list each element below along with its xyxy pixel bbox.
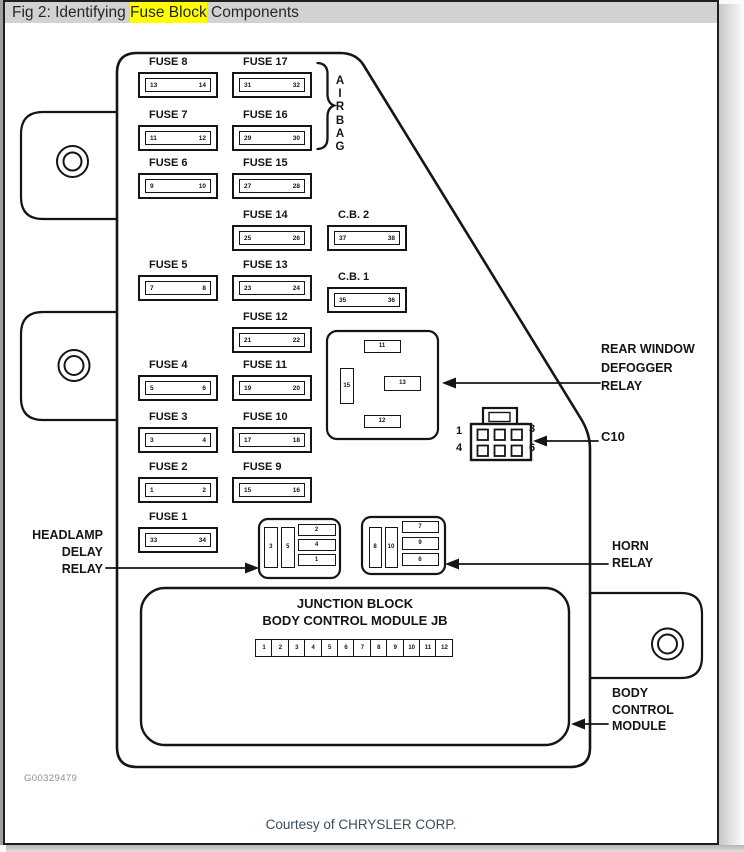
- fuse-body: [232, 327, 312, 353]
- jb-terminal: 4: [304, 639, 322, 657]
- horn-relay-cavity-10: 10: [385, 527, 398, 568]
- fuse-slot: [145, 179, 211, 193]
- pin-number-left: 29: [244, 134, 252, 142]
- fuse-label: FUSE 3: [149, 411, 188, 423]
- c10-pin-label-1: 1: [456, 425, 463, 437]
- fuse-16: [232, 109, 312, 151]
- pin-number-left: 31: [244, 81, 252, 89]
- fuse-slot: [239, 231, 305, 245]
- fuse-body: [138, 427, 218, 453]
- defogger-relay-cavity-12: 12: [364, 415, 401, 428]
- horn-relay-cavity-7: 7: [402, 521, 439, 533]
- pin-number-left: 27: [244, 182, 252, 190]
- pin-number-right: 10: [198, 182, 206, 190]
- pin-number-left: 15: [244, 486, 252, 494]
- fuse-10: [232, 411, 312, 453]
- jb-terminal: 10: [403, 639, 421, 657]
- airbag-group-label: A I R B A G: [335, 75, 345, 154]
- fuse-slot: [145, 281, 211, 295]
- fuse-14: [232, 209, 312, 251]
- fuse-slot: [145, 433, 211, 447]
- fuse-15: [232, 157, 312, 199]
- fuse-body: [232, 375, 312, 401]
- junction-block-subtitle: BODY CONTROL MODULE JB: [262, 613, 448, 628]
- fuse-label: FUSE 16: [243, 109, 288, 121]
- fuse-slot: [239, 483, 305, 497]
- fuse-2: [138, 461, 218, 503]
- fuse-12: [232, 311, 312, 353]
- jb-terminal: 8: [370, 639, 388, 657]
- pin-number-right: 2: [202, 486, 206, 494]
- c10-label: C10: [601, 429, 625, 444]
- pin-number-right: 12: [198, 134, 206, 142]
- pin-number-right: 38: [387, 234, 395, 242]
- pin-number-left: 19: [244, 384, 252, 392]
- horn-relay-cavity-9: 9: [402, 537, 439, 550]
- pin-number-right: 18: [292, 436, 300, 444]
- pin-number-left: 37: [339, 234, 347, 242]
- fuse-body: [138, 375, 218, 401]
- jb-terminal: 5: [321, 639, 339, 657]
- figure-title-prefix: Fig 2: Identifying: [12, 4, 131, 21]
- jb-terminal: 2: [271, 639, 289, 657]
- pin-number-right: 20: [292, 384, 300, 392]
- headlamp-relay-cavity-1: 1: [298, 554, 336, 567]
- circuit-breaker-1: [327, 271, 407, 313]
- pin-number-right: 26: [292, 234, 300, 242]
- fuse-body: [232, 427, 312, 453]
- fuse-slot: [145, 381, 211, 395]
- headlamp-relay-cavity-3: 3: [264, 527, 278, 568]
- headlamp-delay-relay-label: HEADLAMP DELAY RELAY: [32, 528, 103, 576]
- figure-title-highlight: Fuse Block: [130, 4, 207, 21]
- c10-pin-label-3: 3: [529, 423, 536, 435]
- courtesy-line: Courtesy of CHRYSLER CORP.: [265, 817, 457, 832]
- fuse-body: [138, 527, 218, 553]
- jb-terminal: 1: [255, 639, 273, 657]
- pin-number-right: 28: [292, 182, 300, 190]
- fuse-5: [138, 259, 218, 301]
- jb-terminal: 9: [386, 639, 404, 657]
- body-control-module-label: BODY CONTROL MODULE: [612, 686, 674, 733]
- pin-number-right: 36: [387, 296, 395, 304]
- fuse-label: FUSE 5: [149, 259, 188, 271]
- pin-number-right: 30: [292, 134, 300, 142]
- fuse-body: [138, 72, 218, 98]
- rear-defogger-relay-label: REAR WINDOW DEFOGGER RELAY: [601, 342, 695, 393]
- pin-number-left: 25: [244, 234, 252, 242]
- fuse-slot: [145, 78, 211, 92]
- fuse-slot: [239, 381, 305, 395]
- fuse-label: FUSE 8: [149, 56, 188, 68]
- pin-number-right: 32: [292, 81, 300, 89]
- fuse-label: FUSE 12: [243, 311, 288, 323]
- fuse-body: [138, 275, 218, 301]
- figure-title-suffix: Components: [206, 4, 299, 21]
- fuse-body: [232, 225, 312, 251]
- pin-number-left: 7: [150, 284, 154, 292]
- fuse-slot: [334, 231, 400, 245]
- fuse-13: [232, 259, 312, 301]
- fuse-slot: [239, 131, 305, 145]
- horn-relay-cavity-8: 8: [369, 527, 382, 568]
- horn-relay-label: HORN RELAY: [612, 539, 654, 570]
- pin-number-right: 14: [198, 81, 206, 89]
- pin-number-left: 35: [339, 296, 347, 304]
- fuse-body: [138, 125, 218, 151]
- pin-number-right: 24: [292, 284, 300, 292]
- fuse-label: FUSE 10: [243, 411, 288, 423]
- fuse-body: [232, 477, 312, 503]
- fuse-9: [232, 461, 312, 503]
- pin-number-right: 4: [202, 436, 206, 444]
- headlamp-relay-cavity-2: 2: [298, 524, 336, 537]
- fuse-slot: [239, 281, 305, 295]
- fuse-11: [232, 359, 312, 401]
- fuse-3: [138, 411, 218, 453]
- pin-number-left: 1: [150, 486, 154, 494]
- fuse-label: FUSE 11: [243, 359, 288, 371]
- fuse-label: C.B. 1: [338, 271, 370, 283]
- jb-terminal: 11: [419, 639, 437, 657]
- pin-number-left: 23: [244, 284, 252, 292]
- fuse-body: [327, 287, 407, 313]
- pin-number-right: 16: [292, 486, 300, 494]
- fuse-label: FUSE 4: [149, 359, 188, 371]
- fuse-8: [138, 56, 218, 98]
- fuse-4: [138, 359, 218, 401]
- headlamp-relay-cavity-4: 4: [298, 539, 336, 552]
- fuse-body: [138, 477, 218, 503]
- jb-terminal: 6: [337, 639, 355, 657]
- pin-number-left: 3: [150, 436, 154, 444]
- c10-pin-label-4: 4: [456, 442, 463, 454]
- fuse-slot: [145, 131, 211, 145]
- fuse-label: FUSE 17: [243, 56, 288, 68]
- fuse-slot: [239, 78, 305, 92]
- jb-terminal: 12: [435, 639, 453, 657]
- pin-number-left: 17: [244, 436, 252, 444]
- fuse-7: [138, 109, 218, 151]
- pin-number-left: 21: [244, 336, 252, 344]
- fuse-slot: [145, 533, 211, 547]
- pin-number-left: 5: [150, 384, 154, 392]
- defogger-relay-cavity-11: 11: [364, 340, 401, 353]
- fuse-body: [327, 225, 407, 251]
- horn-relay-cavity-6: 6: [402, 553, 439, 566]
- fuse-1: [138, 511, 218, 553]
- fuse-label: FUSE 14: [243, 209, 288, 221]
- pin-number-right: 6: [202, 384, 206, 392]
- junction-block-title: JUNCTION BLOCK: [296, 596, 414, 611]
- fuse-slot: [145, 483, 211, 497]
- fuse-label: FUSE 2: [149, 461, 188, 473]
- fuse-body: [138, 173, 218, 199]
- defogger-relay-cavity-13: 13: [384, 376, 421, 391]
- fuse-slot: [239, 433, 305, 447]
- fuse-body: [232, 72, 312, 98]
- defogger-relay-cavity-15: 15: [340, 368, 354, 404]
- fuse-body: [232, 125, 312, 151]
- fuse-label: FUSE 15: [243, 157, 288, 169]
- pin-number-right: 22: [292, 336, 300, 344]
- pin-number-left: 11: [150, 134, 157, 142]
- fuse-label: FUSE 7: [149, 109, 188, 121]
- fuse-17: [232, 56, 312, 98]
- pin-number-right: 8: [202, 284, 206, 292]
- c10-pin-label-6: 6: [529, 442, 536, 454]
- pin-number-left: 33: [150, 536, 158, 544]
- fuse-slot: [334, 293, 400, 307]
- pin-number-left: 9: [150, 182, 154, 190]
- fuse-label: FUSE 6: [149, 157, 188, 169]
- headlamp-relay-cavity-5: 5: [281, 527, 295, 568]
- fuse-slot: [239, 333, 305, 347]
- fuse-label: FUSE 1: [149, 511, 188, 523]
- fuse-6: [138, 157, 218, 199]
- fuse-body: [232, 275, 312, 301]
- fuse-label: FUSE 13: [243, 259, 288, 271]
- jb-terminal: 7: [353, 639, 371, 657]
- fuse-slot: [239, 179, 305, 193]
- fuse-body: [232, 173, 312, 199]
- fuse-label: C.B. 2: [338, 209, 370, 221]
- jb-terminal: 3: [288, 639, 306, 657]
- pin-number-right: 34: [198, 536, 206, 544]
- pin-number-left: 13: [150, 81, 158, 89]
- circuit-breaker-2: [327, 209, 407, 251]
- junction-block-terminal-strip: [255, 639, 453, 657]
- fuse-label: FUSE 9: [243, 461, 282, 473]
- figure-code: G00329479: [24, 773, 78, 784]
